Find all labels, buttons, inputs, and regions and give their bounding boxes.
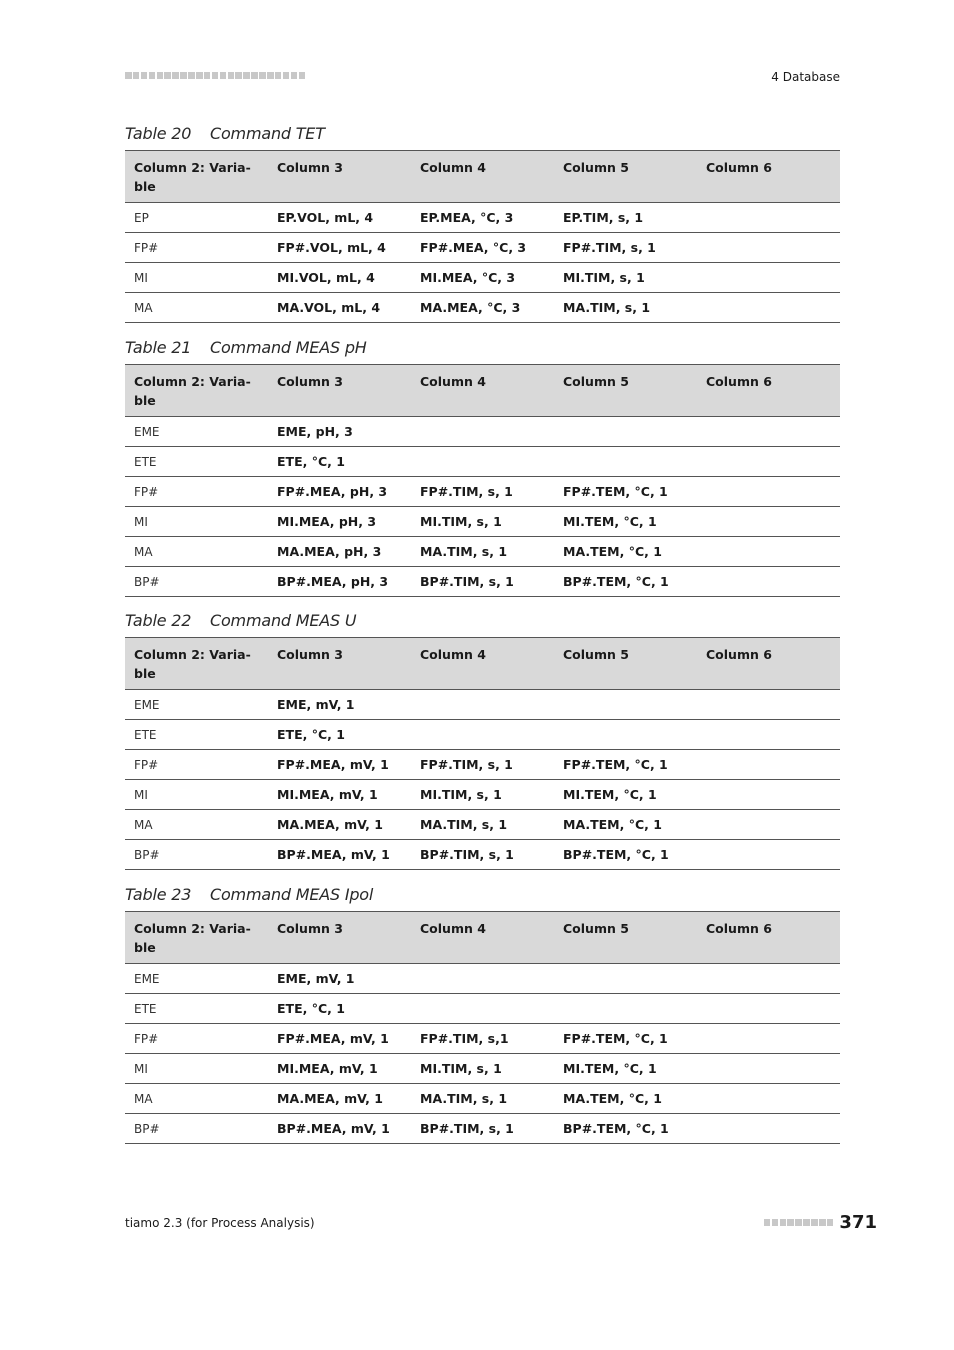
- value-cell: MI.MEA, mV, 1: [268, 780, 411, 810]
- table-caption: [125, 611, 356, 630]
- value-cell: [697, 537, 840, 567]
- value-cell: [697, 263, 840, 293]
- value-cell: MI.MEA, pH, 3: [268, 507, 411, 537]
- command-table: [125, 637, 840, 870]
- value-cell: MI.TIM, s, 1: [411, 780, 554, 810]
- variable-cell: EME: [125, 417, 268, 447]
- value-cell: FP#.TIM, s,1: [411, 1024, 554, 1054]
- table-number: Table 20: [125, 124, 192, 143]
- value-cell: [411, 690, 554, 720]
- table-row: [125, 537, 840, 567]
- column-header: Column 2: Varia-ble: [125, 365, 268, 417]
- value-cell: MI.VOL, mL, 4: [268, 263, 411, 293]
- value-cell: [411, 994, 554, 1024]
- value-cell: EP.VOL, mL, 4: [268, 203, 411, 233]
- value-cell: [554, 720, 697, 750]
- table-row: [125, 690, 840, 720]
- table-header-row: [125, 365, 840, 417]
- table-row: [125, 1024, 840, 1054]
- value-cell: MA.TEM, °C, 1: [554, 1084, 697, 1114]
- value-cell: MI.TEM, °C, 1: [554, 507, 697, 537]
- table-title: Command TET: [210, 124, 325, 143]
- variable-cell: ETE: [125, 720, 268, 750]
- value-cell: [697, 203, 840, 233]
- table-number: Table 22: [125, 611, 192, 630]
- command-table: [125, 911, 840, 1144]
- variable-cell: FP#: [125, 477, 268, 507]
- value-cell: BP#.TEM, °C, 1: [554, 567, 697, 597]
- header-decoration: [125, 72, 305, 79]
- variable-cell: MI: [125, 507, 268, 537]
- column-header: Column 6: [697, 912, 840, 964]
- value-cell: MA.TIM, s, 1: [411, 810, 554, 840]
- value-cell: [411, 964, 554, 994]
- table-row: [125, 810, 840, 840]
- table-title: Command MEAS pH: [210, 338, 367, 357]
- column-header: Column 2: Varia-ble: [125, 638, 268, 690]
- value-cell: [697, 1084, 840, 1114]
- variable-cell: MI: [125, 263, 268, 293]
- table-row: [125, 750, 840, 780]
- column-header: Column 2: Varia-ble: [125, 912, 268, 964]
- value-cell: FP#.MEA, °C, 3: [411, 233, 554, 263]
- value-cell: [554, 964, 697, 994]
- value-cell: BP#.MEA, mV, 1: [268, 1114, 411, 1144]
- table-number: Table 21: [125, 338, 192, 357]
- value-cell: [697, 417, 840, 447]
- variable-cell: MA: [125, 537, 268, 567]
- value-cell: MA.TIM, s, 1: [411, 1084, 554, 1114]
- page-header: [125, 70, 840, 88]
- column-header: Column 3: [268, 912, 411, 964]
- value-cell: [697, 720, 840, 750]
- value-cell: FP#.MEA, pH, 3: [268, 477, 411, 507]
- value-cell: [697, 994, 840, 1024]
- command-table: [125, 364, 840, 597]
- column-header: Column 5: [554, 638, 697, 690]
- column-header: Column 3: [268, 365, 411, 417]
- table-row: [125, 293, 840, 323]
- value-cell: ETE, °C, 1: [268, 720, 411, 750]
- value-cell: BP#.TEM, °C, 1: [554, 840, 697, 870]
- table-header-row: [125, 638, 840, 690]
- variable-cell: EME: [125, 690, 268, 720]
- column-header: Column 5: [554, 365, 697, 417]
- value-cell: BP#.TIM, s, 1: [411, 1114, 554, 1144]
- value-cell: FP#.MEA, mV, 1: [268, 1024, 411, 1054]
- value-cell: [697, 447, 840, 477]
- variable-cell: FP#: [125, 750, 268, 780]
- value-cell: MI.TIM, s, 1: [411, 507, 554, 537]
- variable-cell: ETE: [125, 447, 268, 477]
- value-cell: [411, 417, 554, 447]
- column-header: Column 6: [697, 365, 840, 417]
- value-cell: MA.TIM, s, 1: [554, 293, 697, 323]
- value-cell: BP#.TEM, °C, 1: [554, 1114, 697, 1144]
- variable-cell: MA: [125, 810, 268, 840]
- value-cell: MA.TIM, s, 1: [411, 537, 554, 567]
- table-title: Command MEAS U: [210, 611, 357, 630]
- value-cell: EME, mV, 1: [268, 964, 411, 994]
- value-cell: MI.TEM, °C, 1: [554, 1054, 697, 1084]
- column-header: Column 4: [411, 365, 554, 417]
- column-header: Column 6: [697, 638, 840, 690]
- table-row: [125, 417, 840, 447]
- table-row: [125, 964, 840, 994]
- value-cell: BP#.TIM, s, 1: [411, 567, 554, 597]
- value-cell: ETE, °C, 1: [268, 994, 411, 1024]
- value-cell: BP#.MEA, mV, 1: [268, 840, 411, 870]
- table-caption: [125, 338, 367, 357]
- value-cell: [697, 750, 840, 780]
- value-cell: [697, 810, 840, 840]
- table-row: [125, 840, 840, 870]
- value-cell: [554, 994, 697, 1024]
- column-header: Column 5: [554, 912, 697, 964]
- value-cell: [697, 840, 840, 870]
- value-cell: EME, pH, 3: [268, 417, 411, 447]
- value-cell: ETE, °C, 1: [268, 447, 411, 477]
- value-cell: FP#.VOL, mL, 4: [268, 233, 411, 263]
- table-row: [125, 994, 840, 1024]
- table-row: [125, 1114, 840, 1144]
- column-header: Column 4: [411, 638, 554, 690]
- table-number: Table 23: [125, 885, 192, 904]
- value-cell: BP#.TIM, s, 1: [411, 840, 554, 870]
- value-cell: FP#.MEA, mV, 1: [268, 750, 411, 780]
- command-table: [125, 150, 840, 323]
- value-cell: MI.MEA, °C, 3: [411, 263, 554, 293]
- value-cell: EME, mV, 1: [268, 690, 411, 720]
- value-cell: [697, 690, 840, 720]
- table-row: [125, 1084, 840, 1114]
- value-cell: MI.MEA, mV, 1: [268, 1054, 411, 1084]
- variable-cell: ETE: [125, 994, 268, 1024]
- value-cell: [411, 720, 554, 750]
- value-cell: MA.TEM, °C, 1: [554, 537, 697, 567]
- value-cell: [554, 447, 697, 477]
- value-cell: [697, 233, 840, 263]
- value-cell: MI.TIM, s, 1: [554, 263, 697, 293]
- value-cell: MA.MEA, mV, 1: [268, 810, 411, 840]
- value-cell: FP#.TEM, °C, 1: [554, 1024, 697, 1054]
- value-cell: MA.TEM, °C, 1: [554, 810, 697, 840]
- table-row: [125, 447, 840, 477]
- variable-cell: EP: [125, 203, 268, 233]
- table-row: [125, 1054, 840, 1084]
- value-cell: [697, 1114, 840, 1144]
- value-cell: MA.MEA, mV, 1: [268, 1084, 411, 1114]
- table-row: [125, 263, 840, 293]
- variable-cell: BP#: [125, 1114, 268, 1144]
- value-cell: [697, 780, 840, 810]
- footer-page: [764, 1212, 877, 1233]
- footer-product: tiamo 2.3 (for Process Analysis): [125, 1216, 315, 1230]
- value-cell: [697, 964, 840, 994]
- column-header: Column 6: [697, 151, 840, 203]
- value-cell: FP#.TEM, °C, 1: [554, 477, 697, 507]
- table-header-row: [125, 912, 840, 964]
- variable-cell: BP#: [125, 840, 268, 870]
- variable-cell: BP#: [125, 567, 268, 597]
- column-header: Column 5: [554, 151, 697, 203]
- value-cell: FP#.TIM, s, 1: [554, 233, 697, 263]
- value-cell: MA.MEA, °C, 3: [411, 293, 554, 323]
- variable-cell: FP#: [125, 233, 268, 263]
- table-caption: [125, 885, 373, 904]
- value-cell: EP.MEA, °C, 3: [411, 203, 554, 233]
- table-row: [125, 507, 840, 537]
- footer-decoration: [764, 1219, 834, 1226]
- value-cell: FP#.TIM, s, 1: [411, 477, 554, 507]
- value-cell: [554, 417, 697, 447]
- variable-cell: FP#: [125, 1024, 268, 1054]
- page-number: 371: [839, 1212, 877, 1233]
- table-header-row: [125, 151, 840, 203]
- table-title: Command MEAS Ipol: [210, 885, 374, 904]
- variable-cell: MA: [125, 1084, 268, 1114]
- value-cell: [554, 690, 697, 720]
- value-cell: [411, 447, 554, 477]
- table-row: [125, 780, 840, 810]
- value-cell: MI.TEM, °C, 1: [554, 780, 697, 810]
- variable-cell: EME: [125, 964, 268, 994]
- table-row: [125, 477, 840, 507]
- value-cell: MA.VOL, mL, 4: [268, 293, 411, 323]
- value-cell: FP#.TIM, s, 1: [411, 750, 554, 780]
- variable-cell: MI: [125, 780, 268, 810]
- table-caption: [125, 124, 325, 143]
- column-header: Column 2: Varia-ble: [125, 151, 268, 203]
- value-cell: MI.TIM, s, 1: [411, 1054, 554, 1084]
- value-cell: [697, 567, 840, 597]
- value-cell: [697, 1024, 840, 1054]
- value-cell: [697, 1054, 840, 1084]
- value-cell: [697, 507, 840, 537]
- value-cell: FP#.TEM, °C, 1: [554, 750, 697, 780]
- column-header: Column 4: [411, 912, 554, 964]
- value-cell: [697, 477, 840, 507]
- variable-cell: MA: [125, 293, 268, 323]
- table-row: [125, 203, 840, 233]
- table-row: [125, 720, 840, 750]
- column-header: Column 4: [411, 151, 554, 203]
- table-row: [125, 233, 840, 263]
- value-cell: [697, 293, 840, 323]
- variable-cell: MI: [125, 1054, 268, 1084]
- column-header: Column 3: [268, 638, 411, 690]
- value-cell: MA.MEA, pH, 3: [268, 537, 411, 567]
- column-header: Column 3: [268, 151, 411, 203]
- value-cell: BP#.MEA, pH, 3: [268, 567, 411, 597]
- value-cell: EP.TIM, s, 1: [554, 203, 697, 233]
- table-row: [125, 567, 840, 597]
- chapter-title: 4 Database: [771, 70, 840, 84]
